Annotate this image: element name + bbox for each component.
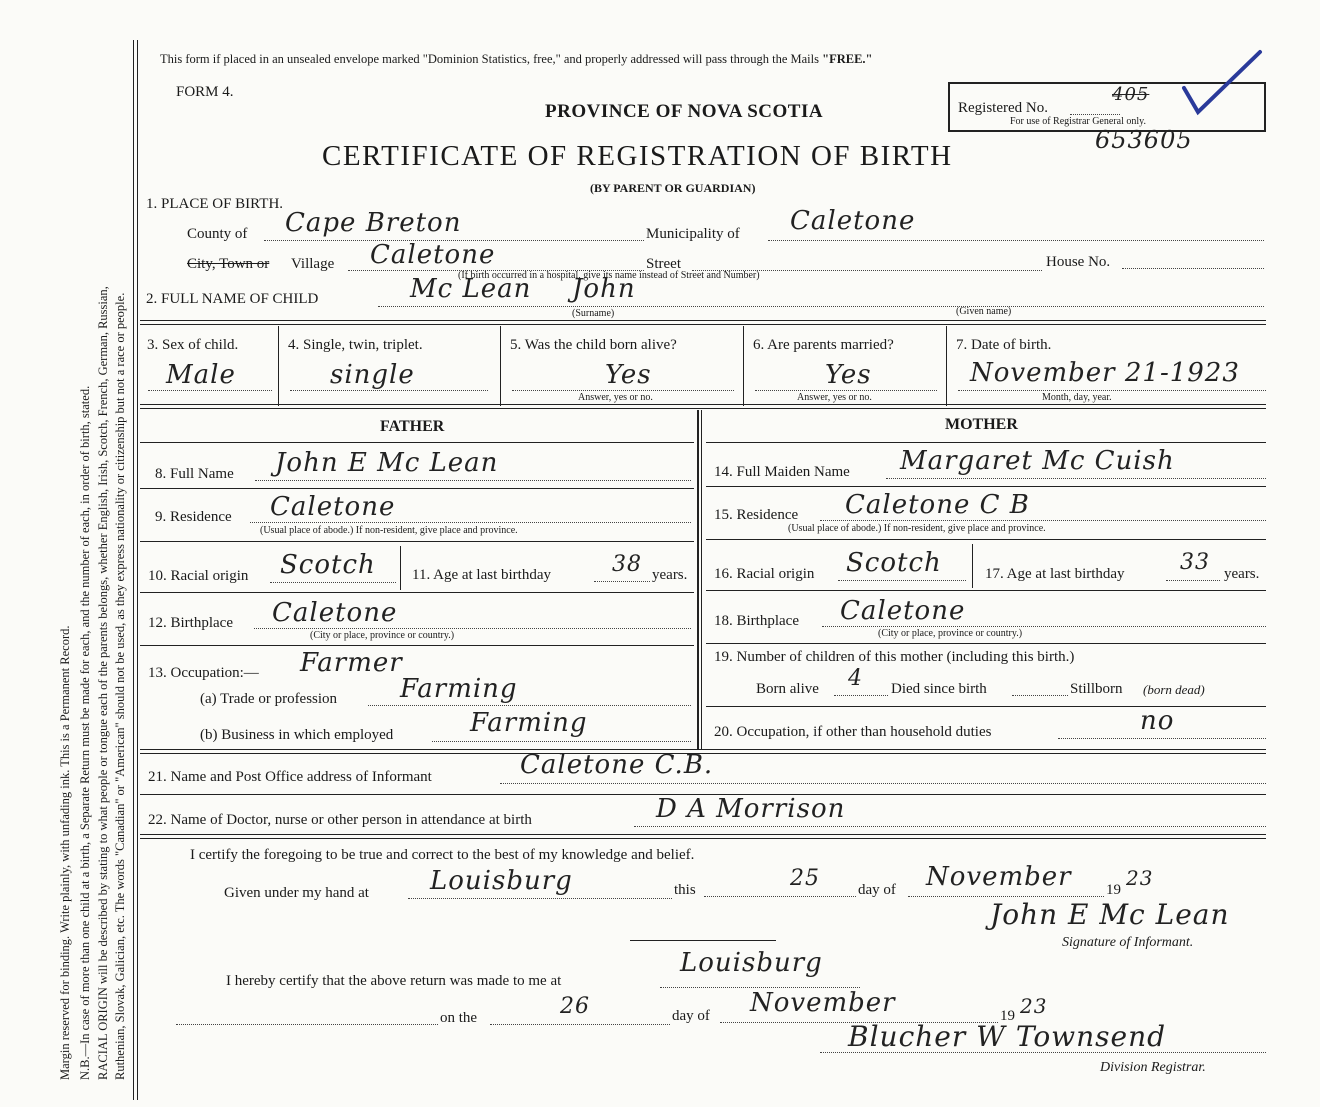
father-race-value: Scotch: [280, 550, 376, 580]
margin-note-1: Margin reserved for binding. Write plainly, with unfading ink. This is a Permanent Record.: [58, 625, 72, 1080]
registrar-day-of-label: day of: [672, 1008, 710, 1024]
mother-occupation-value: no: [1140, 706, 1175, 736]
born-alive-count-label: Born alive: [756, 681, 819, 697]
mother-residence-value: Caletone C B: [845, 490, 1030, 520]
mother-age-unit: years.: [1224, 566, 1260, 582]
margin-note-3: RACIAL ORIGIN will be described by stating to what people or tongue each of the parents belongs, whether English, Irish, Scotch, French, German, Russian,: [96, 286, 110, 1080]
margin-note-2: N.B.—In case of more than one child at a birth, a Separate Return must be made for each, and the number of each, in order of birth, stated.: [78, 385, 92, 1080]
place-of-birth-label: 1. PLACE OF BIRTH.: [146, 196, 284, 212]
answer-note-2: Answer, yes or no.: [797, 392, 872, 403]
mother-age-value: 33: [1180, 550, 1210, 575]
street-label: Street: [646, 256, 681, 272]
certificate-title: CERTIFICATE OF REGISTRATION OF BIRTH: [322, 140, 953, 172]
certify-day-value: 25: [790, 866, 820, 891]
informant-signature: John E Mc Lean: [990, 898, 1230, 931]
father-business-label: (b) Business in which employed: [200, 727, 394, 743]
father-business-value: Farming: [470, 708, 588, 738]
doctor-label: 22. Name of Doctor, nurse or other person in attendance at birth: [148, 812, 532, 828]
father-birthplace-note: (City or place, province or country.): [310, 630, 455, 641]
stillborn-label: Stillborn: [1070, 681, 1123, 697]
municipality-value: Caletone: [790, 206, 916, 236]
rule-after-name: [140, 320, 1266, 325]
father-race-label: 10. Racial origin: [148, 568, 249, 584]
check-mark-icon: [1180, 48, 1264, 118]
registrar-statement: I hereby certify that the above return was made to me at: [226, 973, 562, 989]
certify-month-value: November: [926, 862, 1072, 892]
father-birthplace-label: 12. Birthplace: [148, 615, 233, 631]
rule-after-doctor: [140, 834, 1266, 839]
on-the-label: on the: [440, 1010, 478, 1026]
father-occupation-value: Farmer: [300, 648, 403, 678]
parents-married-label: 6. Are parents married?: [753, 337, 894, 353]
mother-race-value: Scotch: [846, 548, 942, 578]
village-value: Caletone: [370, 240, 496, 270]
father-birthplace-value: Caletone: [272, 598, 398, 628]
informant-label: 21. Name and Post Office address of Informant: [148, 769, 432, 785]
margin-note-4: Ruthenian, Slovak, Galician, etc. The words "Canadian" or "American" should not be used, as they express nationality or citizenship but not a race or people.: [113, 292, 127, 1080]
father-age-unit: years.: [652, 567, 688, 583]
father-occupation-label: 13. Occupation:—: [148, 665, 259, 681]
margin-rule-inner: [137, 40, 138, 1100]
children-count-label: 19. Number of children of this mother (including this birth.): [714, 649, 1075, 665]
dob-value: November 21-1923: [970, 358, 1240, 388]
plurality-label: 4. Single, twin, triplet.: [288, 337, 423, 353]
sex-value: Male: [166, 360, 236, 390]
mother-birthplace-label: 18. Birthplace: [714, 613, 799, 629]
county-value: Cape Breton: [285, 208, 462, 238]
mail-free: "FREE.": [822, 52, 873, 66]
stillborn-note: (born dead): [1143, 682, 1205, 697]
plurality-value: single: [330, 360, 415, 390]
parents-divider: [697, 410, 699, 750]
mother-name-value: Margaret Mc Cuish: [900, 446, 1175, 476]
house-label: House No.: [1046, 254, 1111, 270]
registrar-signature-label: Division Registrar.: [1100, 1060, 1206, 1075]
mother-age-label: 17. Age at last birthday: [985, 566, 1125, 582]
registrar-place-value: Louisburg: [680, 948, 823, 978]
father-residence-label: 9. Residence: [155, 509, 232, 525]
father-residence-value: Caletone: [270, 492, 396, 522]
this-label: this: [674, 882, 696, 898]
county-label: County of: [187, 226, 248, 242]
born-alive-count-value: 4: [848, 666, 863, 691]
registrar-month-value: November: [750, 988, 896, 1018]
certify-year-suffix: 23: [1126, 866, 1154, 890]
father-name-label: 8. Full Name: [155, 466, 234, 482]
certify-statement: I certify the foregoing to be true and correct to the best of my knowledge and belief.: [190, 847, 695, 863]
registrar-year-suffix: 23: [1020, 994, 1048, 1018]
mother-heading: MOTHER: [945, 416, 1018, 433]
rule-after-child: [140, 404, 1266, 409]
father-heading: FATHER: [380, 418, 445, 435]
died-since-birth-label: Died since birth: [891, 681, 987, 697]
registered-label: Registered No.: [958, 100, 1048, 116]
certify-day-of-label: day of: [858, 882, 896, 898]
child-surname-value: Mc Lean: [410, 274, 532, 304]
father-name-value: John E Mc Lean: [275, 448, 499, 478]
informant-signature-label: Signature of Informant.: [1062, 935, 1194, 950]
father-residence-note: (Usual place of abode.) If non-resident, give place and province.: [260, 525, 518, 536]
mother-birthplace-value: Caletone: [840, 596, 966, 626]
father-trade-value: Farming: [400, 674, 518, 704]
born-alive-value: Yes: [605, 360, 652, 390]
mother-residence-note: (Usual place of abode.) If non-resident, give place and province.: [788, 523, 1046, 534]
sex-label: 3. Sex of child.: [147, 337, 239, 353]
father-trade-label: (a) Trade or profession: [200, 691, 338, 707]
given-under-label: Given under my hand at: [224, 885, 369, 901]
doctor-value: D A Morrison: [656, 794, 846, 824]
margin-rule: [133, 40, 134, 1100]
parents-married-value: Yes: [825, 360, 872, 390]
father-age-value: 38: [612, 552, 642, 577]
father-age-label: 11. Age at last birthday: [412, 567, 551, 583]
mother-residence-label: 15. Residence: [714, 507, 799, 523]
given-place-value: Louisburg: [430, 866, 573, 896]
born-alive-label: 5. Was the child born alive?: [510, 337, 677, 353]
city-struck: City, Town or: [187, 256, 270, 272]
answer-note-1: Answer, yes or no.: [578, 392, 653, 403]
mother-race-label: 16. Racial origin: [714, 566, 815, 582]
city-label: Village: [291, 256, 335, 272]
form-number: FORM 4.: [176, 84, 234, 100]
mother-birthplace-note: (City or place, province or country.): [878, 628, 1023, 639]
dob-label: 7. Date of birth.: [956, 337, 1052, 353]
municipality-label: Municipality of: [646, 226, 740, 242]
registrar-signature: Blucher W Townsend: [848, 1020, 1167, 1053]
mail-notice: This form if placed in an unsealed envelope marked "Dominion Statistics, free," and properly addressed will pass through the Mails "FREE.": [160, 52, 873, 66]
registrar-day-value: 26: [560, 994, 590, 1019]
mother-name-label: 14. Full Maiden Name: [714, 464, 850, 480]
short-rule: [630, 940, 776, 941]
certificate-subtitle: (BY PARENT OR GUARDIAN): [590, 181, 756, 195]
given-name-note: (Given name): [956, 306, 1012, 317]
province-title: PROVINCE OF NOVA SCOTIA: [545, 101, 824, 122]
registered-number: 653605: [1095, 126, 1193, 154]
child-given-value: John: [572, 274, 636, 304]
certify-year-prefix: 19: [1106, 882, 1121, 898]
registrar-year-prefix: 19: [1000, 1008, 1015, 1024]
surname-note: (Surname): [572, 308, 615, 319]
registrar-note: For use of Registrar General only.: [1010, 116, 1146, 127]
hospital-note: (If birth occurred in a hospital, give its name instead of Street and Number): [458, 270, 760, 281]
mother-occupation-label: 20. Occupation, if other than household duties: [714, 724, 992, 740]
registered-struck: 405: [1112, 84, 1150, 105]
dob-note: Month, day, year.: [1042, 392, 1112, 403]
child-name-label: 2. FULL NAME OF CHILD: [146, 291, 319, 307]
informant-value: Caletone C.B.: [520, 750, 714, 780]
